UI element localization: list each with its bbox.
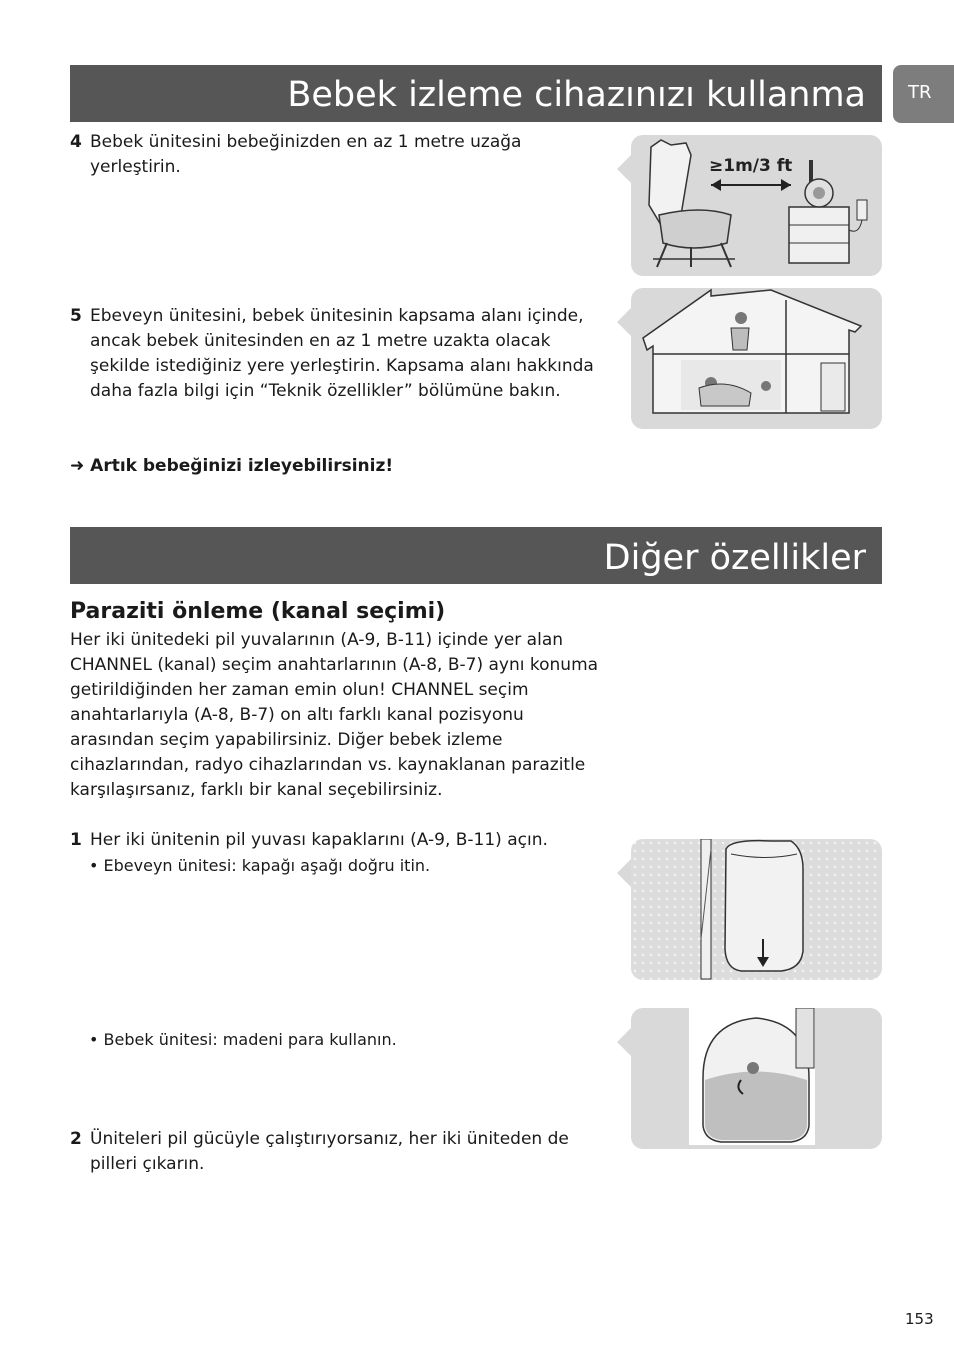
step-text: Bebek ünitesini bebeğinizden en az 1 metre uzağa yerleştirin. bbox=[90, 132, 522, 177]
step-1 bbox=[70, 828, 615, 853]
step-text: Üniteleri pil gücüyle çalıştırıyorsanız, her iki üniteden de pilleri çıkarın. bbox=[90, 1129, 569, 1174]
page-number: 153 bbox=[905, 1310, 934, 1328]
arrow-icon: ➜ bbox=[70, 456, 85, 476]
language-tab: TR bbox=[893, 65, 954, 123]
baby-unit-illustration bbox=[631, 1008, 882, 1149]
step-text: Ebeveyn ünitesini, bebek ünitesinin kapsama alanı içinde, ancak bebek ünitesinden en az 1 metre uzakta olacak şekilde istediğiniz yere yerleştirin. Kapsama alanı hakkında daha fazla bilgi için “Teknik özellikler” bölümüne bakın. bbox=[90, 306, 594, 401]
step-number: 4 bbox=[70, 132, 82, 152]
crib-distance-illustration bbox=[631, 135, 882, 276]
step-2 bbox=[70, 1127, 615, 1177]
bullet-parent-unit: • Ebeveyn ünitesi: kapağı aşağı doğru itin. bbox=[89, 856, 431, 875]
page-title: Bebek izleme cihazınızı kullanma bbox=[70, 65, 882, 122]
step-4 bbox=[70, 130, 615, 180]
step-number: 2 bbox=[70, 1129, 82, 1149]
step-number: 5 bbox=[70, 306, 82, 326]
section-title: Diğer özellikler bbox=[70, 527, 882, 584]
subheading: Paraziti önleme (kanal seçimi) bbox=[70, 599, 446, 624]
step-number: 1 bbox=[70, 830, 82, 850]
result-text: Artık bebeğinizi izleyebilirsiniz! bbox=[90, 456, 394, 476]
result-message bbox=[70, 454, 393, 479]
pointer-icon bbox=[617, 155, 631, 183]
pointer-icon bbox=[617, 308, 631, 336]
intro-paragraph: Her iki ünitedeki pil yuvalarının (A-9, B-11) içinde yer alan CHANNEL (kanal) seçim anahtarlarının (A-8, B-7) aynı konuma getirildiğinden her zaman emin olun! CHANNEL seçim anahtarlarıyla (A-8, B-7) on altı farklı kanal pozisyonu arasından seçim yapabilirsiniz. Diğer bebek izleme cihazlarından, radyo cihazlarından vs. kaynaklanan parazitle karşılaşırsanız, farklı bir kanal seçebilirsiniz. bbox=[70, 630, 599, 800]
parent-unit-illustration bbox=[631, 839, 882, 980]
pointer-icon bbox=[617, 859, 631, 887]
pointer-icon bbox=[617, 1028, 631, 1056]
bullet-baby-unit: • Bebek ünitesi: madeni para kullanın. bbox=[89, 1030, 397, 1049]
house-illustration bbox=[631, 288, 882, 429]
step-5 bbox=[70, 304, 615, 404]
step-text: Her iki ünitenin pil yuvası kapaklarını (A-9, B-11) açın. bbox=[90, 830, 548, 850]
distance-label: ≥1m/3 ft bbox=[709, 156, 793, 176]
